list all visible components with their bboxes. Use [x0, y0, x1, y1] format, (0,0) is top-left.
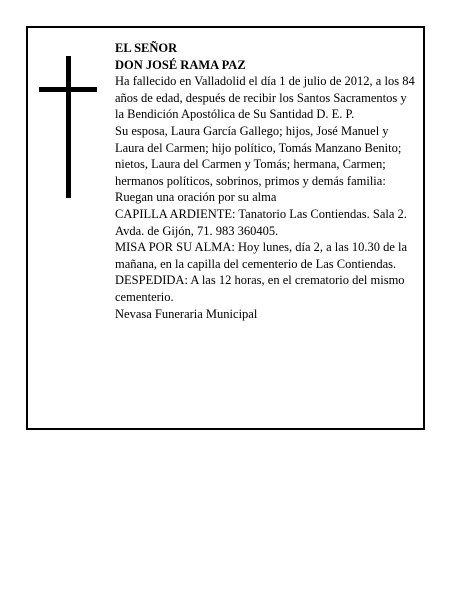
chapel-info: CAPILLA ARDIENTE: Tanatorio Las Contiendas. Sala 2. Avda. de Gijón, 71. 983 360405. [115, 206, 407, 238]
prayer-request: Ruegan una oración por su alma [115, 190, 277, 205]
death-announcement: Ha fallecido en Valladolid el día 1 de julio de 2012, a los 84 años de edad, después de recibir los Santos Sacramentos y la Bendición Apostólica de Su Santidad D. E. P. [115, 74, 415, 122]
deceased-title: EL SEÑOR [115, 41, 178, 55]
latin-cross-icon [39, 56, 97, 198]
cross-horizontal-bar [39, 87, 97, 92]
obituary-notice [26, 26, 425, 430]
cross-vertical-bar [66, 56, 71, 198]
farewell-info: DESPEDIDA: A las 12 horas, en el crematorio del mismo cementerio. [115, 273, 405, 304]
mass-info: MISA POR SU ALMA: Hoy lunes, día 2, a las 10.30 de la mañana, en la capilla del cementerio de Las Contiendas. [115, 240, 408, 271]
funeral-home: Nevasa Funeraria Municipal [115, 306, 258, 321]
deceased-name: DON JOSÉ RAMA PAZ [115, 57, 246, 72]
notice-text [115, 40, 417, 322]
family-list: Su esposa, Laura García Gallego; hijos, José Manuel y Laura del Carmen; hijo político, Tomás Manzano Benito; nietos, Laura del Carmen y Tomás; hermana, Carmen; hermanos políticos, sobrinos, primos y demás familia: [115, 123, 402, 188]
